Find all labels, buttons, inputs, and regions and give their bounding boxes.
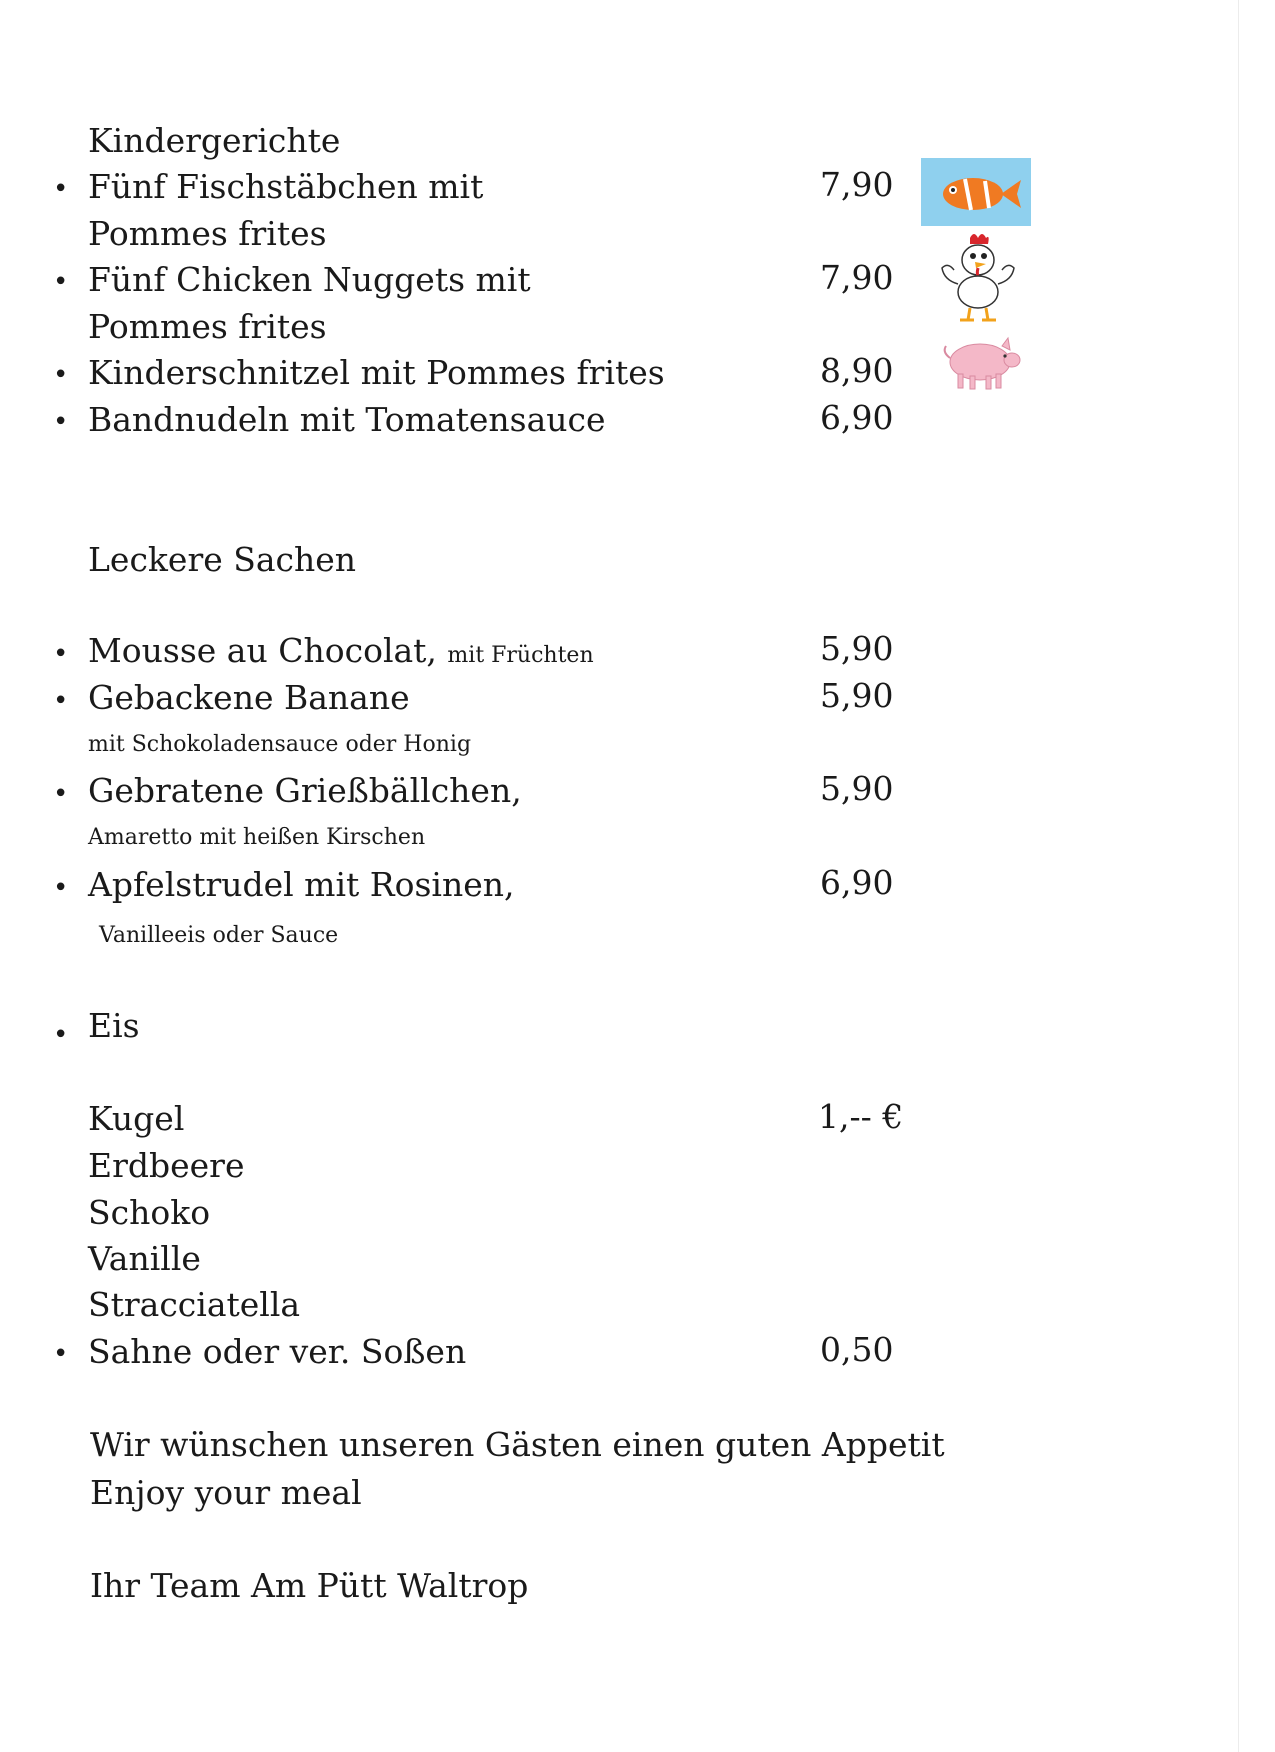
desserts-heading: Leckere Sachen	[88, 540, 357, 579]
bullet: •	[53, 1339, 69, 1369]
dessert-item-3-name: Gebratene Grießbällchen,	[88, 771, 522, 810]
dessert-item-4-note: Vanilleeis oder Sauce	[99, 923, 339, 948]
dessert-item-1	[88, 631, 594, 670]
kids-heading: Kindergerichte	[88, 121, 341, 160]
dessert-item-1-name: Mousse au Chocolat,	[88, 631, 437, 670]
kids-item-1-line2: Pommes frites	[88, 214, 327, 253]
footer-greeting: Wir wünschen unseren Gästen einen guten Appetit	[90, 1425, 945, 1464]
dessert-item-3-price: 5,90	[820, 769, 894, 808]
dessert-item-1-note: mit Früchten	[447, 643, 594, 668]
bullet: •	[53, 779, 69, 809]
dessert-item-3-note: Amaretto mit heißen Kirschen	[88, 825, 426, 850]
ice-extra-price: 0,50	[820, 1330, 894, 1369]
dessert-item-2-note: mit Schokoladensauce oder Honig	[88, 732, 472, 757]
bullet: •	[53, 174, 69, 204]
bullet: •	[53, 407, 69, 437]
bullet: •	[53, 686, 69, 716]
dessert-item-2-name: Gebackene Banane	[88, 678, 410, 717]
kids-item-4-price: 6,90	[820, 398, 894, 437]
ice-scoop-price: 1,-- €	[818, 1097, 904, 1136]
kids-item-1-line1: Fünf Fischstäbchen mit	[88, 167, 484, 206]
dessert-item-4-name: Apfelstrudel mit Rosinen,	[88, 865, 515, 904]
dessert-item-2-price: 5,90	[820, 676, 894, 715]
chicken-icon	[930, 230, 1025, 326]
kids-item-2-price: 7,90	[820, 258, 894, 297]
kids-item-2-line2: Pommes frites	[88, 307, 327, 346]
bullet: •	[53, 1020, 69, 1050]
kids-item-4-name: Bandnudeln mit Tomatensauce	[88, 400, 606, 439]
kids-item-3-name: Kinderschnitzel mit Pommes frites	[88, 353, 665, 392]
pig-icon	[938, 334, 1024, 392]
ice-flavor: Schoko	[88, 1193, 211, 1232]
dessert-item-4-price: 6,90	[820, 863, 894, 902]
ice-flavor: Stracciatella	[88, 1285, 301, 1324]
dessert-item-1-price: 5,90	[820, 629, 894, 668]
scan-edge	[1238, 0, 1239, 1752]
bullet: •	[53, 873, 69, 903]
kids-item-2-line1: Fünf Chicken Nuggets mit	[88, 260, 531, 299]
fish-icon	[921, 158, 1031, 226]
kids-item-1-price: 7,90	[820, 165, 894, 204]
bullet: •	[53, 639, 69, 669]
kids-item-3-price: 8,90	[820, 351, 894, 390]
ice-extra-name: Sahne oder ver. Soßen	[88, 1332, 467, 1371]
bullet: •	[53, 360, 69, 390]
ice-flavor: Vanille	[88, 1239, 201, 1278]
ice-scoop-label: Kugel	[88, 1099, 185, 1138]
ice-heading: Eis	[88, 1006, 140, 1045]
footer-english: Enjoy your meal	[90, 1473, 362, 1512]
footer-signature: Ihr Team Am Pütt Waltrop	[90, 1566, 529, 1605]
bullet: •	[53, 267, 69, 297]
ice-flavor: Erdbeere	[88, 1146, 245, 1185]
